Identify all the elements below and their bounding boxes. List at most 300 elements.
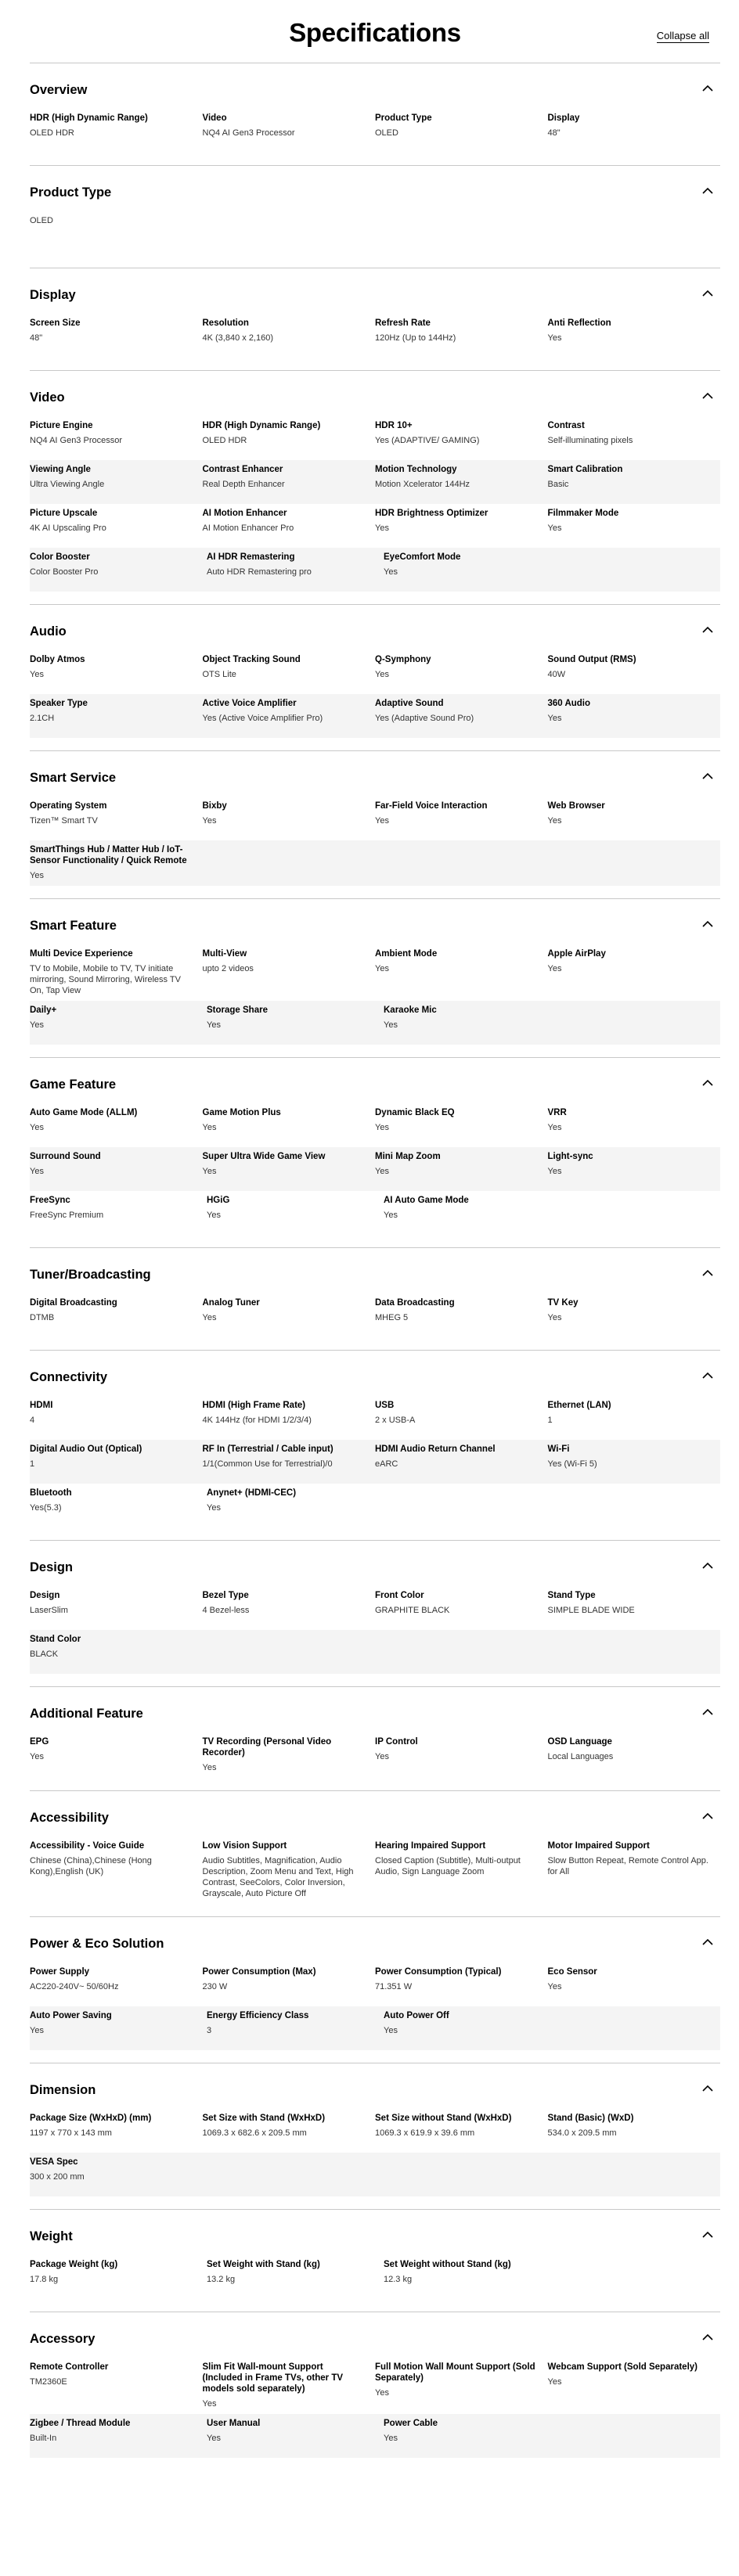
spec-value: Yes <box>547 1123 562 1132</box>
spec-label: Screen Size <box>30 318 81 328</box>
spec-label: Bixby <box>202 801 227 811</box>
section-title: Audio <box>30 624 67 639</box>
spec-label: Remote Controller <box>30 2362 109 2372</box>
spec-value: 17.8 kg <box>30 2275 59 2284</box>
section-title: Smart Feature <box>30 918 117 933</box>
spec-label: Eco Sensor <box>547 1967 597 1977</box>
spec-item <box>203 1107 376 1142</box>
spec-row <box>30 2153 720 2196</box>
spec-item <box>375 1590 548 1625</box>
spec-item <box>375 318 548 353</box>
section-header-overview[interactable] <box>30 63 720 109</box>
spec-value: Yes <box>547 1167 562 1176</box>
spec-value: Built-In <box>30 2434 57 2443</box>
spec-item <box>30 464 203 499</box>
spec-row <box>30 1440 720 1484</box>
spec-item <box>548 1966 721 2002</box>
spec-value: Yes <box>375 2388 389 2398</box>
spec-label: Game Motion Plus <box>202 1108 281 1117</box>
spec-item <box>30 844 207 881</box>
spec-item <box>203 2113 376 2148</box>
spec-sections <box>30 63 720 2470</box>
spec-item <box>207 1488 384 1523</box>
spec-value: Yes (ADAPTIVE/ GAMING) <box>375 436 480 445</box>
spec-row <box>30 504 720 548</box>
section-design <box>30 1540 720 1686</box>
spec-label: TV Key <box>547 1298 579 1308</box>
spec-label: Mini Map Zoom <box>375 1152 441 1161</box>
spec-value: 1 <box>30 1459 35 1469</box>
section-header-additional-feature[interactable] <box>30 1687 720 1732</box>
spec-row <box>30 109 720 153</box>
spec-value: Local Languages <box>547 1752 614 1761</box>
spec-label: SmartThings Hub / Matter Hub / IoT-Sensor Functionality / Quick Remote <box>30 845 187 865</box>
spec-label: Speaker Type <box>30 699 88 708</box>
section-title: Smart Service <box>30 770 117 785</box>
section-connectivity <box>30 1350 720 1540</box>
spec-label: HDMI (High Frame Rate) <box>202 1401 306 1410</box>
spec-label: FreeSync <box>30 1196 70 1205</box>
spec-value: 300 x 200 mm <box>30 2172 85 2182</box>
spec-label: Auto Power Saving <box>30 2011 112 2020</box>
spec-label: Motor Impaired Support <box>547 1841 650 1851</box>
spec-value: Yes <box>202 1167 217 1176</box>
spec-value: 1/1(Common Use for Terrestrial)/0 <box>202 1459 333 1469</box>
spec-item <box>30 1107 203 1142</box>
spec-item <box>375 420 548 455</box>
spec-row <box>30 944 720 1001</box>
spec-label: Daily+ <box>30 1006 57 1015</box>
section-dimension <box>30 2063 720 2209</box>
section-title: Accessory <box>30 2331 96 2346</box>
spec-item <box>548 654 721 689</box>
section-header-product-type[interactable] <box>30 166 720 211</box>
section-title: Video <box>30 390 65 405</box>
spec-label: Auto Game Mode (ALLM) <box>30 1108 138 1117</box>
spec-item <box>548 948 721 996</box>
spec-value: Closed Caption (Subtitle), Multi-output Audio, Sign Language Zoom <box>375 1856 521 1876</box>
spec-label: HDMI Audio Return Channel <box>375 1445 496 1454</box>
chevron-up-icon[interactable] <box>700 183 720 203</box>
section-accessory <box>30 2312 720 2470</box>
spec-value: Yes <box>547 964 562 973</box>
section-header-display[interactable] <box>30 268 720 314</box>
spec-label: IP Control <box>375 1737 418 1747</box>
spec-item <box>384 552 561 587</box>
spec-row <box>30 460 720 504</box>
spec-item <box>375 1444 548 1479</box>
spec-value: 40W <box>547 670 566 679</box>
spec-label: RF In (Terrestrial / Cable input) <box>202 1445 333 1454</box>
chevron-up-icon[interactable] <box>700 388 720 408</box>
spec-item <box>203 1840 376 1899</box>
spec-row <box>30 2255 720 2299</box>
spec-label: Set Weight with Stand (kg) <box>207 2260 320 2269</box>
spec-item <box>30 2362 203 2409</box>
spec-row <box>30 1630 720 1674</box>
spec-label: Package Size (WxHxD) (mm) <box>30 2114 152 2123</box>
spec-item <box>548 801 721 836</box>
chevron-up-icon[interactable] <box>700 286 720 305</box>
spec-item <box>548 1590 721 1625</box>
spec-value: 2 x USB-A <box>375 1416 416 1425</box>
spec-value: Yes <box>375 1167 389 1176</box>
section-smart-service <box>30 750 720 898</box>
spec-value: Yes (Active Voice Amplifier Pro) <box>202 714 323 723</box>
spec-item <box>30 2010 207 2045</box>
spec-item <box>207 1005 384 1040</box>
spec-label: VESA Spec <box>30 2157 78 2167</box>
spec-value: Yes <box>202 1313 217 1322</box>
spec-label: Auto Power Off <box>384 2011 449 2020</box>
section-header-video[interactable] <box>30 371 720 416</box>
spec-value: TM2360E <box>30 2377 67 2387</box>
spec-rows <box>30 2109 720 2209</box>
spec-rows <box>30 1586 720 1686</box>
spec-item <box>30 2259 207 2294</box>
spec-value: Yes <box>202 2399 217 2409</box>
spec-item <box>548 1400 721 1435</box>
spec-item <box>203 1151 376 1186</box>
section-smart-feature <box>30 898 720 1057</box>
spec-label: Stand (Basic) (WxD) <box>547 2114 634 2123</box>
spec-value: OLED <box>30 216 53 225</box>
spec-label: Refresh Rate <box>375 318 431 328</box>
section-title: Design <box>30 1560 74 1574</box>
spec-label: Multi-View <box>202 949 247 959</box>
spec-item <box>30 318 203 353</box>
spec-item <box>203 420 376 455</box>
spec-item <box>203 1297 376 1333</box>
spec-item <box>548 318 721 353</box>
spec-value: Yes <box>547 1313 562 1322</box>
spec-rows <box>30 2255 720 2312</box>
spec-value: 4K (3,840 x 2,160) <box>202 333 274 343</box>
spec-item <box>203 801 376 836</box>
spec-value: Yes <box>202 1123 217 1132</box>
spec-value: Yes <box>375 523 389 533</box>
spec-item <box>203 654 376 689</box>
spec-value: 4 Bezel-less <box>202 1606 250 1615</box>
spec-item <box>30 1151 203 1186</box>
spec-value: Auto HDR Remastering pro <box>207 567 312 577</box>
spec-value: Motion Xcelerator 144Hz <box>375 480 470 489</box>
chevron-up-icon[interactable] <box>700 2330 720 2349</box>
spec-label: Analog Tuner <box>202 1298 260 1308</box>
spec-label: HDR Brightness Optimizer <box>375 509 488 518</box>
spec-item <box>548 2362 721 2409</box>
spec-value: Yes <box>30 1752 44 1761</box>
spec-row <box>30 694 720 738</box>
spec-row <box>30 1191 720 1235</box>
section-game-feature <box>30 1057 720 1247</box>
spec-label: Power Supply <box>30 1967 90 1977</box>
spec-item <box>30 1590 203 1625</box>
spec-value: Yes <box>30 1020 44 1030</box>
spec-rows <box>30 1837 720 1916</box>
collapse-all-button[interactable]: Collapse all <box>656 30 709 41</box>
spec-rows <box>30 650 720 750</box>
spec-label: Picture Engine <box>30 421 93 430</box>
spec-item <box>203 1736 376 1773</box>
spec-label: Web Browser <box>547 801 605 811</box>
spec-value: Yes <box>375 964 389 973</box>
chevron-up-icon[interactable] <box>700 1075 720 1095</box>
spec-value: eARC <box>375 1459 398 1469</box>
spec-label: Dolby Atmos <box>30 655 85 664</box>
spec-item <box>548 1151 721 1186</box>
page-title: Specifications <box>289 18 461 47</box>
section-display <box>30 268 720 370</box>
spec-value: Yes <box>384 1211 398 1220</box>
spec-label: Design <box>30 1591 60 1600</box>
section-title: Product Type <box>30 185 112 200</box>
spec-value: Yes(5.3) <box>30 1503 62 1513</box>
spec-value: Yes <box>384 567 398 577</box>
spec-row <box>30 1147 720 1191</box>
spec-value: 13.2 kg <box>207 2275 236 2284</box>
spec-label: Power Consumption (Max) <box>202 1967 316 1977</box>
spec-value: 1197 x 770 x 143 mm <box>30 2128 112 2138</box>
section-title: Weight <box>30 2229 73 2243</box>
spec-value: 48" <box>30 333 43 343</box>
spec-item <box>375 1151 548 1186</box>
spec-label: Apple AirPlay <box>547 949 606 959</box>
spec-label: Video <box>202 113 227 123</box>
spec-item <box>30 1005 207 1040</box>
spec-label: Contrast Enhancer <box>202 465 283 474</box>
spec-value: Ultra Viewing Angle <box>30 480 105 489</box>
spec-value: Yes <box>547 2377 562 2387</box>
spec-value: 4 <box>30 1416 35 1425</box>
chevron-up-icon[interactable] <box>700 768 720 788</box>
spec-item <box>203 508 376 543</box>
spec-value: Yes <box>202 1763 217 1772</box>
section-header-tuner-broadcasting[interactable] <box>30 1248 720 1293</box>
section-title: Power & Eco Solution <box>30 1936 164 1951</box>
spec-item <box>30 1400 203 1435</box>
spec-label: Wi-Fi <box>547 1445 570 1454</box>
spec-item <box>203 1966 376 2002</box>
spec-value: NQ4 AI Gen3 Processor <box>202 128 295 138</box>
spec-value: OLED HDR <box>30 128 74 138</box>
spec-value: 48" <box>547 128 561 138</box>
chevron-up-icon[interactable] <box>700 1808 720 1828</box>
spec-item <box>30 215 207 250</box>
chevron-up-icon[interactable] <box>700 1704 720 1724</box>
spec-item <box>30 1297 203 1333</box>
chevron-up-icon[interactable] <box>700 1558 720 1578</box>
spec-label: Stand Color <box>30 1635 81 1644</box>
section-tuner-broadcasting <box>30 1247 720 1350</box>
spec-label: Set Size with Stand (WxHxD) <box>202 2114 326 2123</box>
spec-value: SIMPLE BLADE WIDE <box>547 1606 635 1615</box>
spec-label: Front Color <box>375 1591 424 1600</box>
spec-label: Package Weight (kg) <box>30 2260 118 2269</box>
spec-item <box>375 1297 548 1333</box>
spec-row <box>30 314 720 358</box>
spec-value: Yes <box>375 1752 389 1761</box>
chevron-up-icon[interactable] <box>700 1934 720 1954</box>
spec-label: Full Motion Wall Mount Support (Sold Separately) <box>375 2362 535 2383</box>
spec-row <box>30 2414 720 2458</box>
spec-item <box>384 1195 561 1230</box>
section-accessibility <box>30 1790 720 1916</box>
spec-value: AC220-240V~ 50/60Hz <box>30 1982 119 1991</box>
spec-label: Super Ultra Wide Game View <box>202 1152 326 1161</box>
spec-value: 71.351 W <box>375 1982 413 1991</box>
spec-value: NQ4 AI Gen3 Processor <box>30 436 122 445</box>
spec-rows <box>30 416 720 604</box>
spec-item <box>375 1840 548 1899</box>
spec-item <box>30 552 207 587</box>
spec-label: Storage Share <box>207 1006 268 1015</box>
spec-value: Yes <box>384 2434 398 2443</box>
spec-item <box>30 2157 207 2192</box>
spec-item <box>30 1444 203 1479</box>
section-header-connectivity[interactable] <box>30 1351 720 1396</box>
spec-value: Basic <box>547 480 569 489</box>
spec-label: Resolution <box>202 318 249 328</box>
spec-value: Yes <box>375 670 389 679</box>
spec-label: Multi Device Experience <box>30 949 133 959</box>
spec-value: Tizen™ Smart TV <box>30 816 98 826</box>
spec-item <box>207 2010 384 2045</box>
spec-label: HDR 10+ <box>375 421 413 430</box>
spec-label: Ethernet (LAN) <box>547 1401 611 1410</box>
spec-item <box>30 1736 203 1773</box>
section-header-smart-service[interactable] <box>30 751 720 797</box>
spec-value: LaserSlim <box>30 1606 68 1615</box>
spec-value: 1069.3 x 682.6 x 209.5 mm <box>202 2128 307 2138</box>
spec-item <box>30 1966 203 2002</box>
spec-value: Yes <box>375 1123 389 1132</box>
spec-item <box>203 464 376 499</box>
spec-item <box>548 1840 721 1899</box>
spec-label: Bezel Type <box>202 1591 249 1600</box>
section-title: Accessibility <box>30 1810 109 1825</box>
spec-value: GRAPHITE BLACK <box>375 1606 450 1615</box>
spec-label: Far-Field Voice Interaction <box>375 801 488 811</box>
spec-item <box>203 1444 376 1479</box>
spec-item <box>30 801 203 836</box>
spec-value: BLACK <box>30 1650 59 1659</box>
spec-value: OLED HDR <box>202 436 247 445</box>
spec-item <box>375 1966 548 2002</box>
spec-item <box>203 698 376 733</box>
spec-row <box>30 1484 720 1527</box>
spec-value: Yes <box>202 816 217 826</box>
chevron-up-icon[interactable] <box>700 1265 720 1285</box>
chevron-up-icon[interactable] <box>700 2227 720 2247</box>
spec-item <box>30 420 203 455</box>
section-header-smart-feature[interactable] <box>30 899 720 944</box>
spec-label: Object Tracking Sound <box>202 655 301 664</box>
spec-item <box>203 318 376 353</box>
spec-row <box>30 1396 720 1440</box>
spec-item <box>375 698 548 733</box>
spec-value: Yes <box>30 1123 44 1132</box>
spec-item <box>30 2113 203 2148</box>
spec-item <box>375 948 548 996</box>
section-header-accessory[interactable] <box>30 2312 720 2358</box>
spec-label: Dynamic Black EQ <box>375 1108 455 1117</box>
spec-rows <box>30 797 720 898</box>
spec-row <box>30 1103 720 1147</box>
chevron-up-icon[interactable] <box>700 916 720 936</box>
spec-rows <box>30 2358 720 2470</box>
spec-value: Yes (Adaptive Sound Pro) <box>375 714 474 723</box>
spec-value: OLED <box>375 128 398 138</box>
spec-value: Yes <box>547 333 562 343</box>
section-header-accessibility[interactable] <box>30 1791 720 1837</box>
spec-label: Q-Symphony <box>375 655 431 664</box>
chevron-up-icon[interactable] <box>700 81 720 100</box>
spec-label: Set Size without Stand (WxHxD) <box>375 2114 512 2123</box>
spec-item <box>384 2259 561 2294</box>
spec-item <box>548 1107 721 1142</box>
spec-rows <box>30 1396 720 1540</box>
spec-label: EPG <box>30 1737 49 1747</box>
spec-value: Yes <box>384 2026 398 2035</box>
section-title: Dimension <box>30 2082 96 2097</box>
spec-value: Yes <box>30 2026 44 2035</box>
spec-value: Yes <box>207 1211 221 1220</box>
spec-rows <box>30 1963 720 2063</box>
spec-label: HDR (High Dynamic Range) <box>202 421 321 430</box>
section-header-audio[interactable] <box>30 605 720 650</box>
section-header-power-and-eco-solution[interactable] <box>30 1917 720 1963</box>
spec-value: Real Depth Enhancer <box>202 480 285 489</box>
section-header-dimension[interactable] <box>30 2063 720 2109</box>
spec-item <box>207 2418 384 2453</box>
spec-label: Accessibility - Voice Guide <box>30 1841 145 1851</box>
spec-value: Chinese (China),Chinese (Hong Kong),English (UK) <box>30 1856 152 1876</box>
spec-item <box>548 464 721 499</box>
spec-value: MHEG 5 <box>375 1313 409 1322</box>
spec-value: DTMB <box>30 1313 55 1322</box>
spec-item <box>30 948 203 996</box>
spec-rows <box>30 314 720 370</box>
spec-item <box>384 2010 561 2045</box>
spec-label: Hearing Impaired Support <box>375 1841 486 1851</box>
chevron-up-icon[interactable] <box>700 1368 720 1387</box>
spec-value: Yes <box>207 1020 221 1030</box>
section-header-design[interactable] <box>30 1541 720 1586</box>
spec-item <box>548 2113 721 2148</box>
spec-item <box>30 654 203 689</box>
spec-label: Digital Broadcasting <box>30 1298 117 1308</box>
spec-item <box>207 552 384 587</box>
chevron-up-icon[interactable] <box>700 622 720 642</box>
spec-label: Active Voice Amplifier <box>202 699 297 708</box>
spec-row <box>30 1293 720 1337</box>
spec-label: 360 Audio <box>547 699 591 708</box>
spec-label: Display <box>547 113 580 123</box>
spec-item <box>203 948 376 996</box>
section-header-weight[interactable] <box>30 2210 720 2255</box>
spec-rows <box>30 211 720 268</box>
section-title: Additional Feature <box>30 1706 143 1721</box>
spec-label: HDMI <box>30 1401 53 1410</box>
spec-value: Audio Subtitles, Magnification, Audio Description, Zoom Menu and Text, High Contrast, SeeColors, Color Inversion, Grayscale, Auto Picture Off <box>202 1856 354 1898</box>
section-title: Display <box>30 287 76 302</box>
spec-label: Digital Audio Out (Optical) <box>30 1445 142 1454</box>
spec-label: Zigbee / Thread Module <box>30 2419 131 2428</box>
chevron-up-icon[interactable] <box>700 2081 720 2100</box>
spec-label: Ambient Mode <box>375 949 438 959</box>
section-header-game-feature[interactable] <box>30 1058 720 1103</box>
